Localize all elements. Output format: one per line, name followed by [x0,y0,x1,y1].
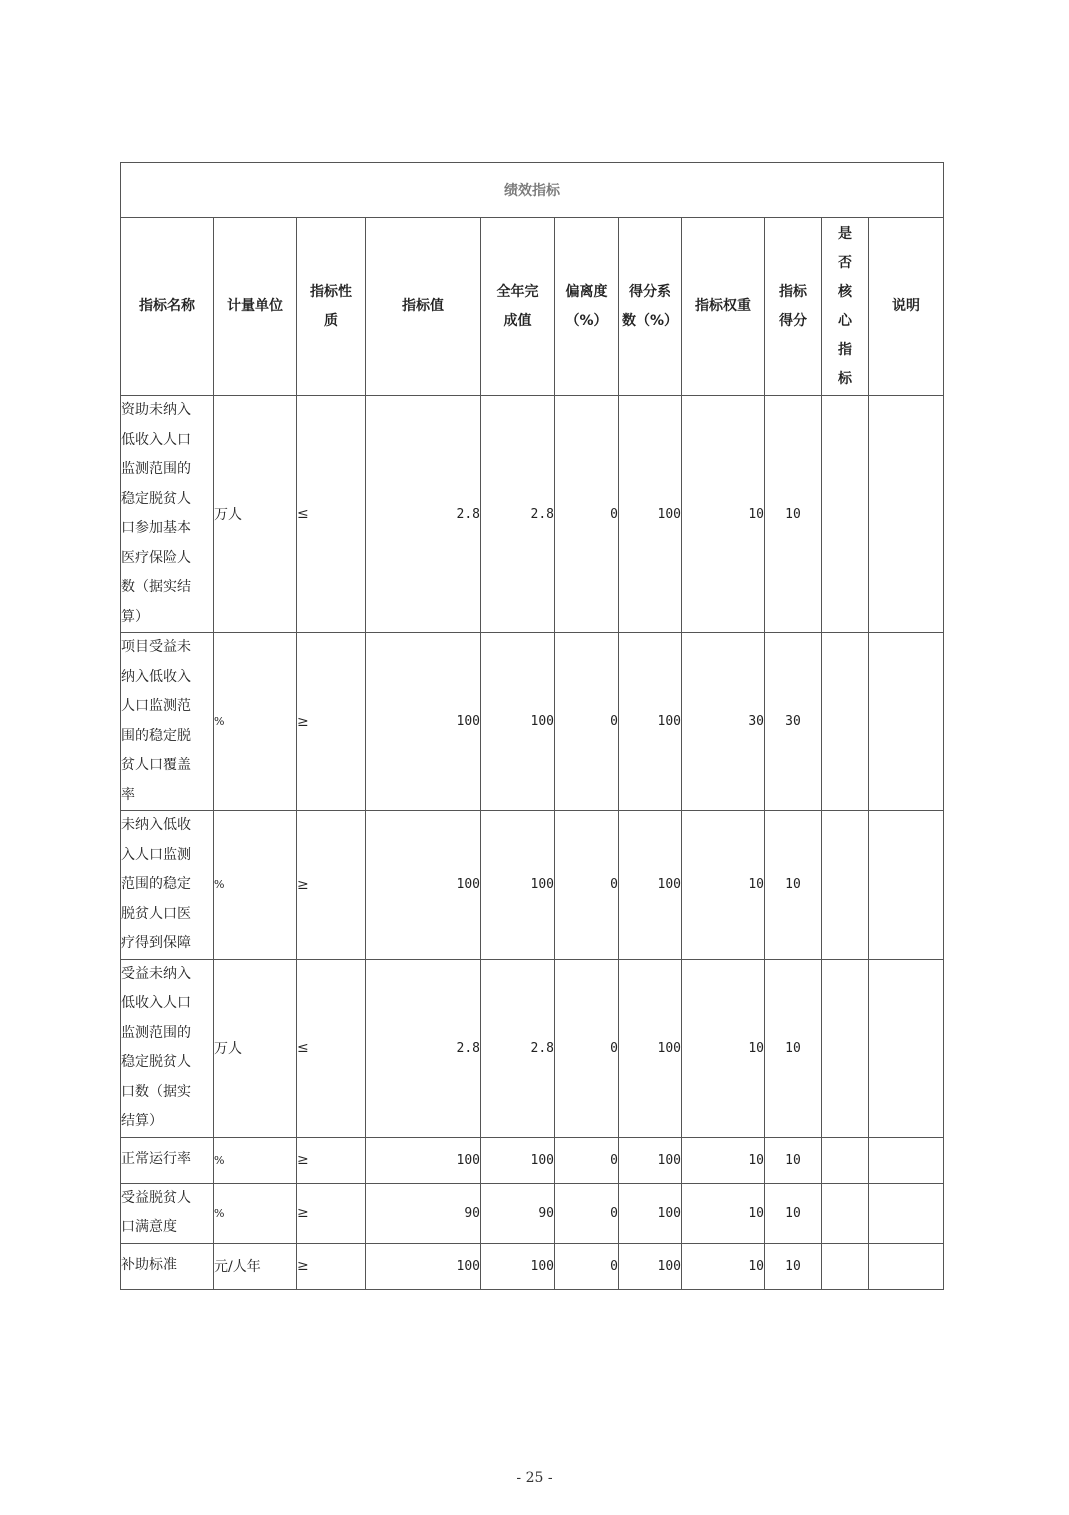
cell-is-core [822,633,869,811]
cell-weight: 10 [682,1243,765,1289]
cell-deviation: 0 [555,959,619,1137]
cell-is-core [822,1137,869,1183]
cell-deviation: 0 [555,1183,619,1243]
header-line: 指标值 [402,298,444,314]
header-nature [297,218,366,396]
indicator-name-line: 疗得到保障 [121,935,191,951]
cell-target-value: 2.8 [366,396,481,633]
cell-score: 30 [765,633,822,811]
header-note [869,218,944,396]
cell-weight: 10 [682,959,765,1137]
cell-nature: ≥ [297,1243,366,1289]
cell-note [869,1243,944,1289]
indicator-name-line: 医疗保险人 [121,549,191,566]
header-line: 质 [324,312,338,329]
indicator-name-line: 项目受益未 [121,639,191,655]
cell-unit: % [214,1137,297,1183]
header-line: 否 [838,254,852,271]
header-line: 标 [838,370,852,387]
indicator-name-line: 受益未纳入 [121,965,191,982]
indicator-name-line: 资助未纳入 [121,402,191,418]
header-score-coefficient [619,218,682,396]
header-line: 指标 [779,283,807,300]
header-deviation [555,218,619,396]
header-line: 说明 [892,298,921,314]
cell-target-value: 90 [366,1183,481,1243]
cell-score: 10 [765,396,822,633]
table-title: 绩效指标 [121,163,944,218]
header-line: （%） [565,312,608,329]
cell-score: 10 [765,1183,822,1243]
header-line: 心 [838,312,852,329]
table-row [121,1137,944,1183]
indicator-name-line: 率 [121,786,135,803]
cell-score-coefficient: 100 [619,959,682,1137]
table-row [121,396,944,633]
page-number: - 25 - [516,1470,553,1486]
cell-target-value: 100 [366,1137,481,1183]
header-line: 数（%） [621,312,679,329]
cell-note [869,1183,944,1243]
indicator-name-line: 脱贫人口医 [121,905,191,922]
cell-is-core [822,1243,869,1289]
cell-score-coefficient: 100 [619,1183,682,1243]
header-line: 计量单位 [227,298,283,314]
cell-deviation: 0 [555,633,619,811]
header-line: 全年完 [496,283,539,300]
cell-indicator-name [121,1183,214,1243]
header-indicator-name [121,218,214,396]
cell-nature: ≥ [297,633,366,811]
cell-actual-value: 100 [481,1243,555,1289]
cell-actual-value: 100 [481,811,555,960]
cell-weight: 10 [682,811,765,960]
header-line: 指标名称 [139,298,195,314]
cell-deviation: 0 [555,1243,619,1289]
header-is-core [822,218,869,396]
cell-nature: ≥ [297,1183,366,1243]
table-row [121,1183,944,1243]
indicator-name-line: 稳定脱贫人 [121,1054,191,1070]
table-row [121,633,944,811]
cell-deviation: 0 [555,811,619,960]
cell-deviation: 0 [555,396,619,633]
cell-note [869,811,944,960]
table-row [121,959,944,1137]
cell-note [869,396,944,633]
cell-actual-value: 90 [481,1183,555,1243]
indicator-name-line: 补助标准 [121,1257,177,1274]
cell-target-value: 100 [366,633,481,811]
indicator-name-line: 口数（据实 [121,1083,191,1100]
cell-weight: 10 [682,1183,765,1243]
header-line: 是 [838,225,852,242]
performance-indicator-table [120,162,944,1290]
indicator-name-line: 口参加基本 [121,520,191,536]
table-row [121,1243,944,1289]
cell-score: 10 [765,1243,822,1289]
header-row [121,218,944,396]
header-unit [214,218,297,396]
cell-indicator-name [121,1243,214,1289]
indicator-name-line: 入人口监测 [121,846,191,863]
cell-weight: 10 [682,1137,765,1183]
indicator-name-line: 低收入人口 [121,431,191,448]
header-line: 指标性 [310,283,352,300]
cell-weight: 10 [682,396,765,633]
cell-score-coefficient: 100 [619,396,682,633]
indicator-name-line: 围的稳定脱 [121,727,191,744]
indicator-name-line: 受益脱贫人 [121,1189,191,1206]
cell-score-coefficient: 100 [619,1243,682,1289]
cell-unit: % [214,633,297,811]
cell-indicator-name [121,959,214,1137]
cell-score-coefficient: 100 [619,633,682,811]
indicator-name-line: 纳入低收入 [121,668,191,685]
cell-nature: ≥ [297,811,366,960]
indicator-name-line: 贫人口覆盖 [121,757,191,773]
header-score [765,218,822,396]
cell-is-core [822,959,869,1137]
cell-indicator-name [121,1137,214,1183]
indicator-name-line: 口满意度 [121,1219,177,1235]
cell-score: 10 [765,959,822,1137]
indicator-name-line: 稳定脱贫人 [121,490,191,507]
indicator-name-line: 正常运行率 [121,1151,191,1168]
cell-weight: 30 [682,633,765,811]
table-row [121,811,944,960]
cell-score-coefficient: 100 [619,1137,682,1183]
cell-is-core [822,396,869,633]
header-actual-value [481,218,555,396]
indicator-name-line: 范围的稳定 [121,876,191,892]
indicator-name-line: 未纳入低收 [121,817,191,833]
cell-note [869,959,944,1137]
cell-actual-value: 2.8 [481,396,555,633]
cell-is-core [822,1183,869,1243]
indicator-name-line: 低收入人口 [121,995,191,1011]
cell-actual-value: 100 [481,1137,555,1183]
cell-is-core [822,811,869,960]
cell-note [869,1137,944,1183]
cell-unit: % [214,811,297,960]
cell-nature: ≤ [297,396,366,633]
cell-score-coefficient: 100 [619,811,682,960]
indicator-name-line: 算） [121,608,149,625]
cell-unit: 万人 [214,959,297,1137]
indicator-name-line: 结算） [121,1113,163,1129]
indicator-name-line: 数（据实结 [121,579,191,595]
cell-score: 10 [765,811,822,960]
cell-unit: % [214,1183,297,1243]
cell-unit: 万人 [214,396,297,633]
cell-note [869,633,944,811]
cell-target-value: 100 [366,1243,481,1289]
header-line: 成值 [503,312,532,329]
cell-indicator-name [121,811,214,960]
indicator-name-line: 人口监测范 [121,698,191,714]
cell-actual-value: 100 [481,633,555,811]
indicator-name-line: 监测范围的 [121,1024,191,1041]
cell-target-value: 100 [366,811,481,960]
cell-nature: ≤ [297,959,366,1137]
header-line: 偏离度 [565,283,608,300]
header-weight [682,218,765,396]
header-line: 指标权重 [695,298,751,314]
cell-deviation: 0 [555,1137,619,1183]
cell-actual-value: 2.8 [481,959,555,1137]
indicator-name-line: 监测范围的 [121,461,191,477]
header-line: 得分 [779,312,807,329]
cell-score: 10 [765,1137,822,1183]
cell-nature: ≥ [297,1137,366,1183]
cell-unit: 元/人年 [214,1243,297,1289]
header-line: 核 [838,283,852,300]
cell-indicator-name [121,396,214,633]
header-line: 得分系 [629,283,671,300]
header-line: 指 [838,341,852,358]
cell-target-value: 2.8 [366,959,481,1137]
header-target-value [366,218,481,396]
cell-indicator-name [121,633,214,811]
